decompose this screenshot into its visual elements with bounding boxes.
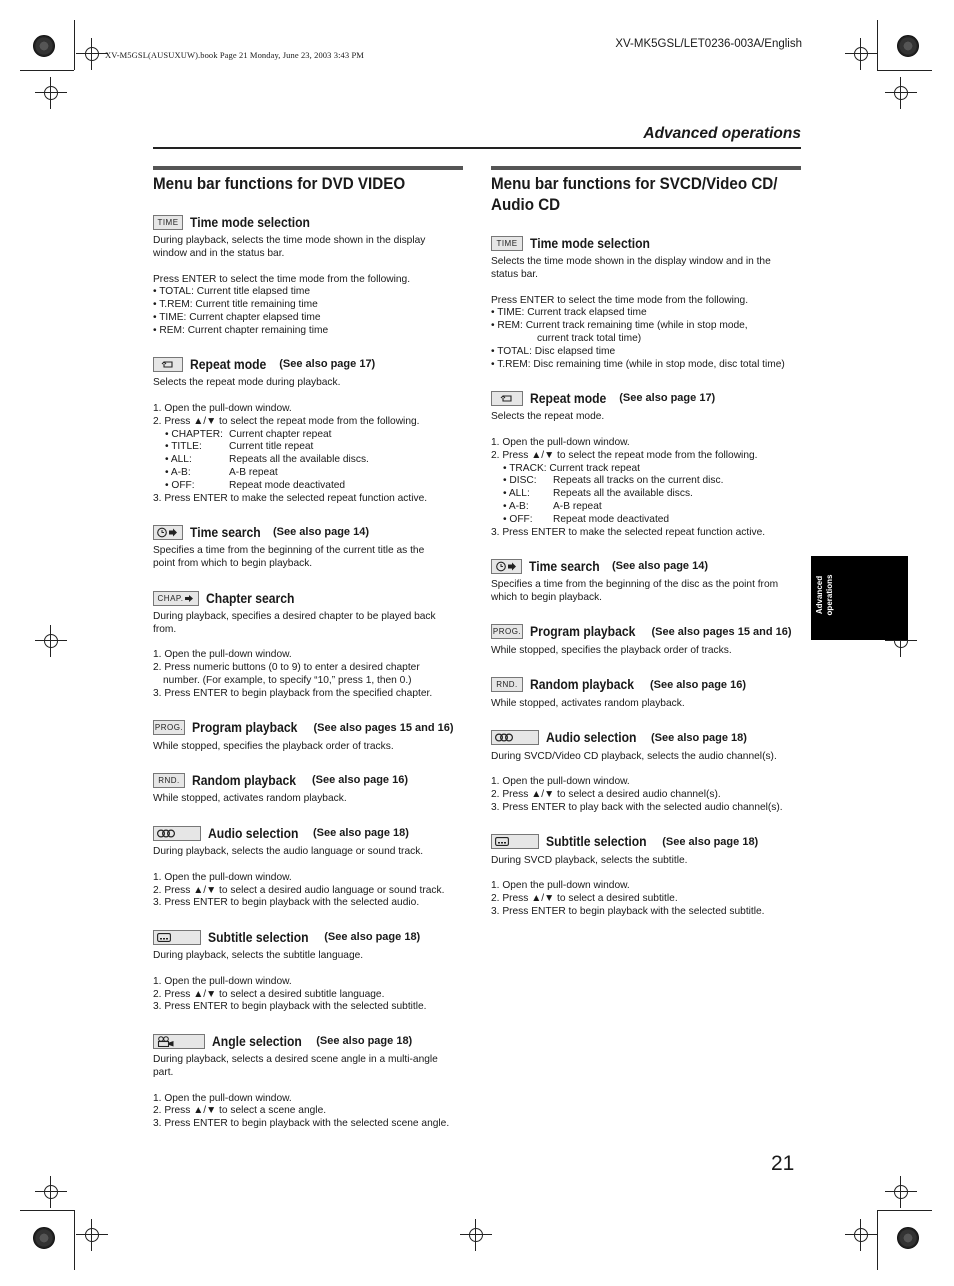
subtitle-selection-section [153, 928, 463, 1014]
page-reference: (See also page 14) [273, 526, 370, 539]
file-info: XV-M5GSL(AUSUXUW).book Page 21 Monday, June 23, 2003 3:43 PM [105, 50, 364, 60]
audio-icon [153, 826, 201, 841]
page-reference: (See also page 17) [619, 392, 716, 405]
clock-arrow-icon [153, 525, 183, 540]
item-title: Time search [190, 524, 261, 540]
crosshair-mark [891, 1182, 911, 1202]
page-reference: (See also pages 15 and 16) [313, 721, 454, 734]
item-description: During playback, selects the time mode shown in the display window and in the status bar. Press ENTER to select the time mode from the following. • TOTAL: Current title elapsed time • T.REM: Current title remaining time • TIME: Current chapter elapsed time • REM: Current chapter remaining time [153, 235, 426, 336]
column-rule [153, 166, 463, 170]
item-title: Repeat mode [530, 390, 607, 406]
audio-icon [491, 730, 539, 745]
crosshair-mark [851, 44, 871, 64]
audio-selection-section [153, 824, 463, 910]
time-icon: TIME [491, 236, 523, 251]
subtitle-icon [153, 930, 201, 945]
crop-line [877, 1210, 878, 1270]
repeat-icon [153, 357, 183, 372]
item-description: During SVCD/Video CD playback, selects the audio channel(s). 1. Open the pull-down window. 2. Press ▲/▼ to select a desired audio channel(s). 3. Press ENTER to play back with the selected audio channel(s). [491, 750, 783, 813]
item-description: During playback, selects the subtitle language. 1. Open the pull-down window. 2. Press ▲/▼ to select a desired subtitle language. 3. Press ENTER to begin playback with the selected subtitle. [153, 950, 427, 1013]
page-reference: (See also page 14) [612, 560, 709, 573]
dvd-video-column [153, 166, 463, 1131]
page-reference: (See also page 18) [650, 731, 747, 744]
random-playback-section [153, 771, 463, 806]
repeat-mode-section [153, 355, 463, 505]
repeat-mode-section [491, 389, 801, 539]
random-icon: RND. [153, 773, 185, 788]
time-mode-section [153, 213, 463, 337]
program-icon: PROG. [153, 720, 185, 735]
item-description: During playback, selects the audio language or sound track. 1. Open the pull-down window. 2. Press ▲/▼ to select a desired audio language or sound track. 3. Press ENTER to begin playback with the selected audio. [153, 846, 445, 909]
column-title: Menu bar functions for SVCD/Video CD/ Audio CD [491, 175, 778, 215]
program-icon: PROG. [491, 624, 523, 639]
item-title: Audio selection [208, 825, 299, 841]
crosshair-mark [82, 44, 102, 64]
item-title: Random playback [192, 772, 296, 788]
crop-line [877, 70, 932, 71]
repeat-icon [491, 391, 523, 406]
registration-disc-top-right [897, 35, 919, 57]
item-title: Program playback [192, 720, 298, 736]
crosshair-mark [891, 83, 911, 103]
crosshair-mark [41, 631, 61, 651]
item-title: Time mode selection [530, 235, 650, 251]
page-reference: (See also page 18) [316, 1035, 413, 1048]
item-title: Random playback [530, 677, 634, 693]
column-title: Menu bar functions for DVD VIDEO [153, 175, 406, 193]
item-title: Audio selection [546, 730, 637, 746]
item-title: Time mode selection [190, 214, 310, 230]
crop-line [877, 1210, 932, 1211]
item-description: Specifies a time from the beginning of the disc as the point from which to begin playback. [491, 579, 779, 604]
crop-line [74, 1210, 75, 1270]
item-title: Angle selection [212, 1033, 302, 1049]
item-title: Subtitle selection [546, 834, 647, 850]
model-code: XV-MK5GSL/LET0236-003A/English [615, 38, 802, 50]
item-title: Time search [529, 558, 600, 574]
time-search-section [153, 523, 463, 571]
crop-line [20, 70, 74, 71]
registration-disc-bottom-right [897, 1227, 919, 1249]
header-rule [153, 147, 801, 149]
chapter-search-section [153, 589, 463, 701]
item-title: Chapter search [206, 590, 295, 606]
time-search-section [491, 557, 801, 605]
page-reference: (See also page 16) [650, 678, 746, 691]
item-description: During playback, selects a desired scene angle in a multi-angle part. 1. Open the pull-down window. 2. Press ▲/▼ to select a scene angle. 3. Press ENTER to begin playback with the selected scene angle. [153, 1054, 450, 1130]
program-playback-section [153, 719, 463, 754]
page-reference: (See also pages 15 and 16) [651, 625, 792, 638]
angle-selection-section [153, 1032, 463, 1131]
program-playback-section [491, 623, 801, 658]
side-tab [811, 556, 908, 640]
item-description: Selects the time mode shown in the display window and in the status bar. Press ENTER to select the time mode from the following. • TIME: Current track elapsed time • REM: Current track remaining time (while in stop mode, current track total time) • TOTAL: Disc elapsed time • T.REM: Disc remaining time (while in stop mode, disc total time) [491, 256, 785, 370]
page-reference: (See also page 17) [279, 358, 376, 371]
item-description: During SVCD playback, selects the subtitle. 1. Open the pull-down window. 2. Press ▲/▼ to select a desired subtitle. 3. Press ENTER to begin playback with the selected subtitle. [491, 854, 765, 917]
page-number: 21 [771, 1152, 795, 1175]
item-description: While stopped, activates random playback. [491, 697, 685, 709]
page-reference: (See also page 18) [312, 827, 409, 840]
crop-line [877, 20, 878, 70]
crosshair-mark [82, 1225, 102, 1245]
item-description: During playback, specifies a desired chapter to be played back from. 1. Open the pull-down window. 2. Press numeric buttons (0 to 9) to enter a desired chapter number. (For example, to specify “10,” press 1, then 0.) 3. Press ENTER to begin playback from the specified chapter. [153, 611, 436, 699]
random-playback-section [491, 676, 801, 711]
clock-arrow-icon [491, 559, 522, 574]
time-mode-section [491, 234, 801, 371]
crosshair-mark [466, 1225, 486, 1245]
item-description: While stopped, specifies the playback order of tracks. [153, 740, 394, 752]
crosshair-mark [41, 1182, 61, 1202]
item-description: While stopped, specifies the playback order of tracks. [491, 644, 732, 656]
item-title: Repeat mode [190, 356, 267, 372]
subtitle-selection-section [491, 833, 801, 919]
item-title: Program playback [530, 624, 636, 640]
item-description: Selects the repeat mode. 1. Open the pull-down window. 2. Press ▲/▼ to select the repeat mode from the following. • TRACK: Current track repeat • DISC: • ALL: • A-B: • OFF: Repeats all tracks on the current disc. Repeats all the available discs. A-B repeat Repeat mode deactivated 3. Press ENTER to make the selected repeat function active. [491, 411, 766, 538]
registration-disc-top-left [33, 35, 55, 57]
subtitle-icon [491, 834, 539, 849]
time-icon: TIME [153, 215, 183, 230]
crop-line [74, 20, 75, 70]
chapter-icon: CHAP. [153, 591, 199, 606]
column-rule [491, 166, 801, 170]
page-reference: (See also page 16) [312, 774, 408, 787]
crosshair-mark [851, 1225, 871, 1245]
crop-line [20, 1210, 74, 1211]
page-reference: (See also page 18) [662, 835, 759, 848]
registration-disc-bottom-left [33, 1227, 55, 1249]
section-title: Advanced operations [643, 125, 801, 142]
random-icon: RND. [491, 677, 523, 692]
item-description: Specifies a time from the beginning of the current title as the point from which to begin playback. [153, 545, 425, 570]
item-description: While stopped, activates random playback. [153, 793, 347, 805]
page-reference: (See also page 18) [324, 931, 421, 944]
audio-selection-section [491, 729, 801, 815]
item-description: Selects the repeat mode during playback. 1. Open the pull-down window. 2. Press ▲/▼ to select the repeat mode from the following. • CHAPTER: • TITLE: • ALL: • A-B: • OFF: Current chapter repeat Current title repeat Repeats all the available discs. A-B repeat Repeat mode deactivated 3. Press ENTER to make the selected repeat function active. [153, 377, 428, 504]
camera-icon [153, 1034, 205, 1049]
side-tab-label: Advanced operations [815, 574, 834, 616]
crosshair-mark [41, 83, 61, 103]
svcd-video-cd-column [491, 166, 801, 919]
item-title: Subtitle selection [208, 929, 309, 945]
